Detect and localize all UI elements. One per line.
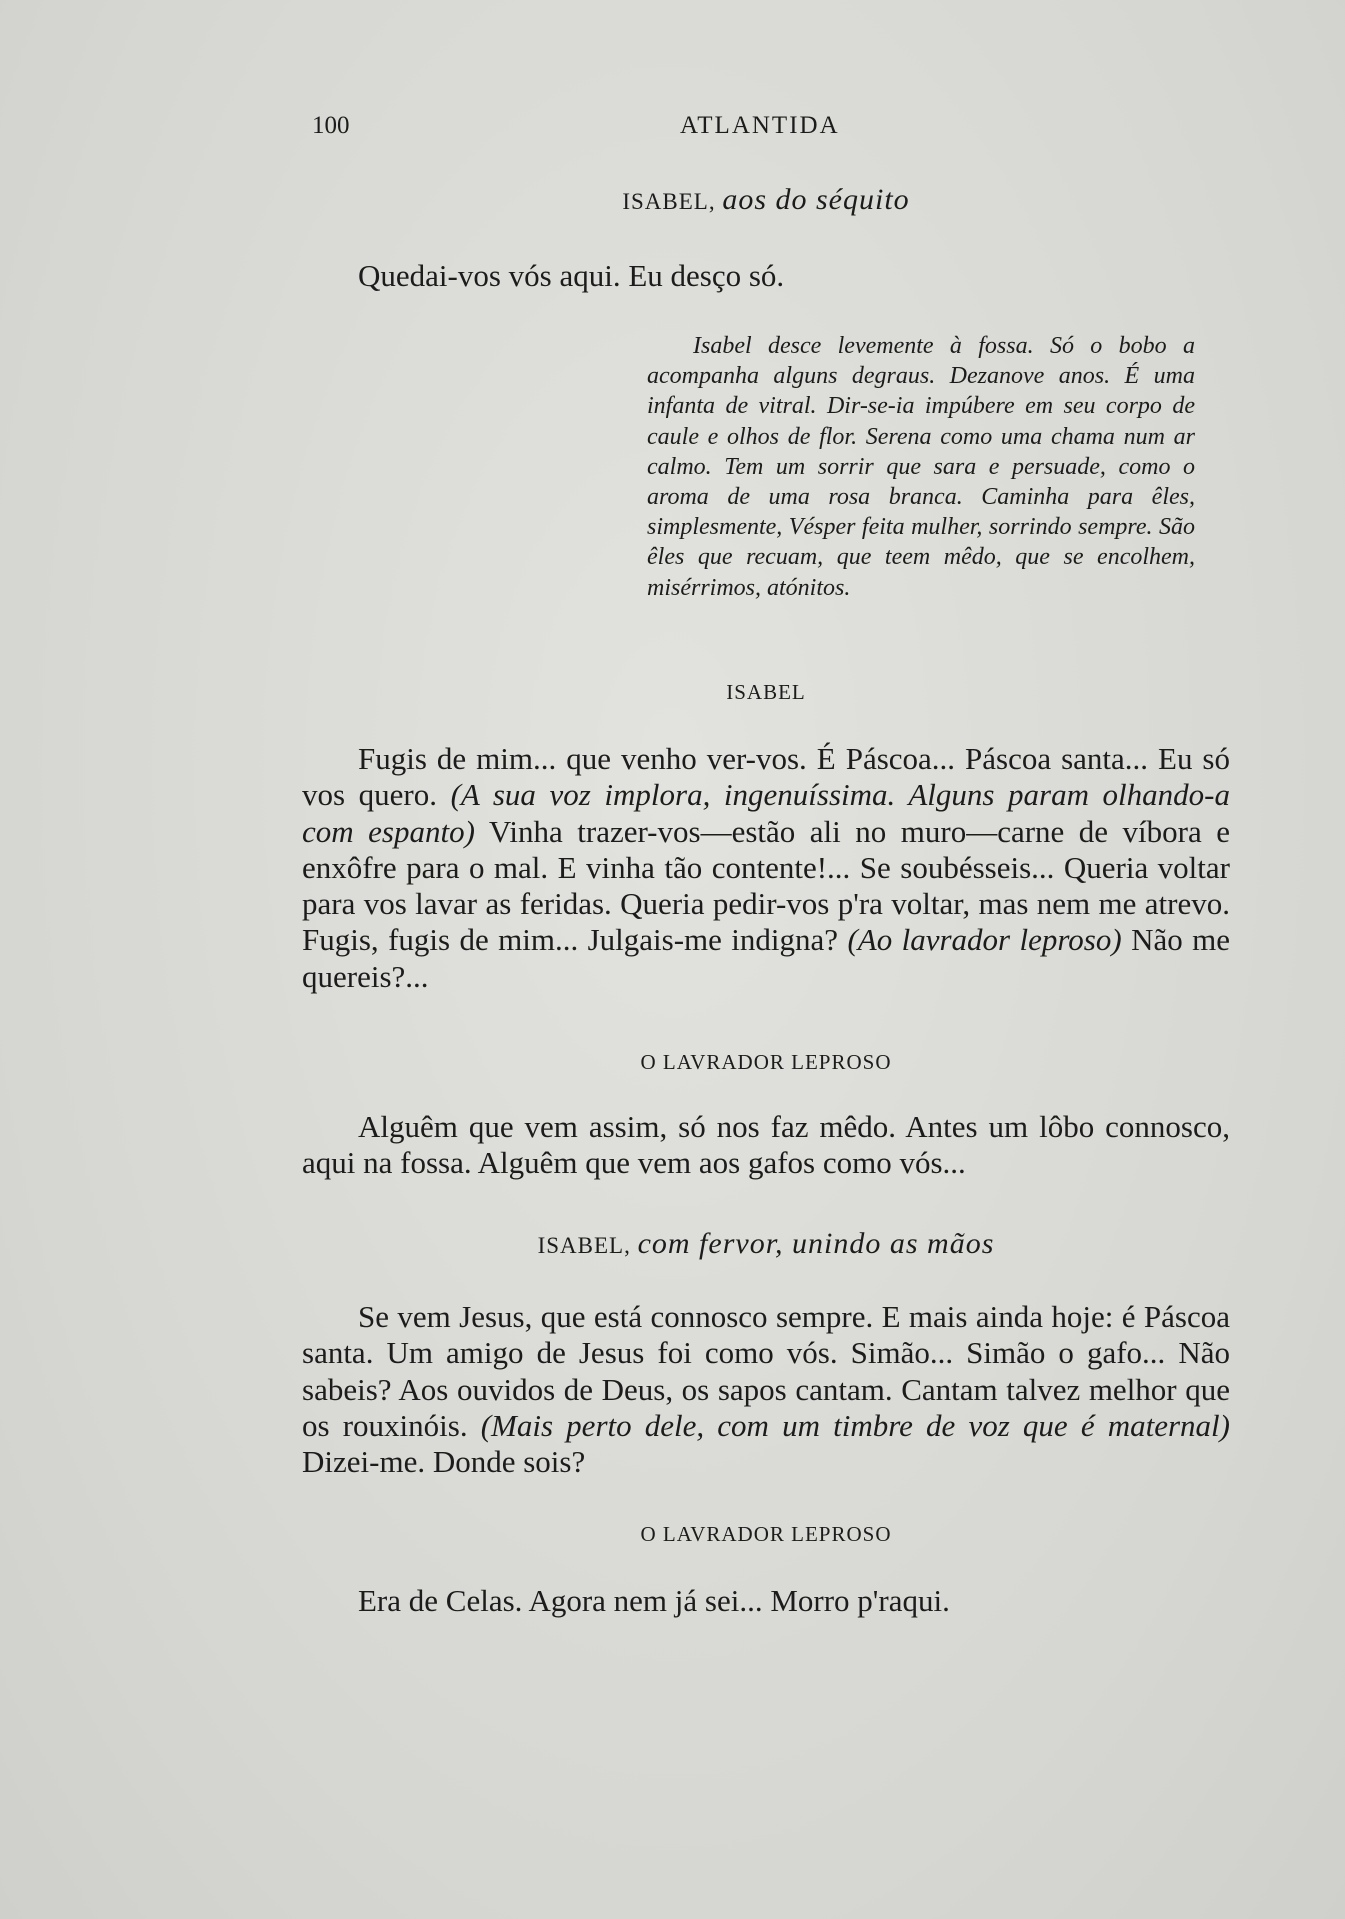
speaker-heading-lavrador-1	[302, 1049, 1230, 1075]
speech-text: Quedai-vos vós aqui. Eu desço só.	[358, 258, 785, 293]
speaker-heading-isabel-1	[302, 183, 1230, 217]
stage-direction-inline: com fervor, unindo as mãos	[637, 1227, 995, 1260]
stage-direction-block: Isabel desce levemente à fossa. Só o bobo a acompanha alguns degraus. Dezanove anos. É uma infanta de vitral. Dir-se-ia impúbere em seu corpo de caule e olhos de flor. Serena como uma chama num ar calmo. Tem um sorrir que sara e persuade, como o aroma de uma rosa branca. Caminha para êles, simplesmente, Vésper feita mulher, sorrindo sempre. São êles que recuam, que teem mêdo, que se encolhem, misérrimos, atónitos.	[647, 333, 1195, 601]
speech-4	[302, 1299, 1230, 1480]
running-title: ATLANTIDA	[680, 112, 840, 139]
speaker-name: ISABEL,	[537, 1233, 631, 1258]
speech-3	[302, 1109, 1230, 1182]
stage-direction-inline: (Mais perto dele, com um timbre de voz que é maternal)	[480, 1407, 1230, 1443]
speech-text	[302, 1299, 1230, 1480]
stage-direction-inline: aos do séquito	[722, 183, 910, 216]
speech-segment: Fugis de mim... que venho ver-vos. É Páscoa... Páscoa santa... Eu só vos quero.	[302, 741, 1230, 813]
speech-text: Era de Celas. Agora nem já sei... Morro p'raqui.	[358, 1583, 950, 1618]
speech-1	[302, 258, 1230, 294]
speech-segment: Vinha trazer-vos—estão ali no muro—carne de víbora e enxôfre para o mal. E vinha tão contente!... Se soubésseis... Queria voltar para vos lavar as feridas. Queria pedir-vos p'ra voltar, mas nem me atrevo. Fugis, fugis de mim... Julgais-me indigna?	[302, 813, 1231, 958]
stage-direction-inline: (Ao lavrador leproso)	[847, 922, 1122, 958]
speech-segment: Dizei-me. Donde sois?	[302, 1444, 586, 1480]
speech-2	[302, 741, 1230, 995]
speaker-name: O LAVRADOR LEPROSO	[640, 1050, 892, 1074]
speech-text	[302, 741, 1230, 995]
speaker-heading-isabel-3	[302, 1227, 1230, 1261]
speech-segment: Não me quereis?...	[302, 922, 1230, 994]
speaker-name: ISABEL,	[622, 189, 716, 214]
page-number: 100	[312, 112, 350, 139]
speaker-heading-lavrador-2	[302, 1521, 1230, 1547]
speech-5	[302, 1583, 1230, 1619]
speaker-name: ISABEL	[726, 680, 806, 704]
speech-text: Alguêm que vem assim, só nos faz mêdo. Antes um lôbo connosco, aqui na fossa. Alguêm que vem aos gafos como vós...	[302, 1109, 1230, 1181]
speaker-heading-isabel-2	[302, 679, 1230, 705]
speech-segment: Se vem Jesus, que está connosco sempre. E mais ainda hoje: é Páscoa santa. Um amigo de Jesus foi como vós. Simão... Simão o gafo... Não sabeis? Aos ouvidos de Deus, os sapos cantam. Cantam talvez melhor que os rouxinóis.	[302, 1299, 1230, 1443]
page-header	[312, 112, 1072, 148]
stage-direction-inline: (A sua voz implora, ingenuíssima. Alguns param olhando-a com espanto)	[302, 777, 1230, 849]
speaker-name: O LAVRADOR LEPROSO	[640, 1522, 892, 1546]
